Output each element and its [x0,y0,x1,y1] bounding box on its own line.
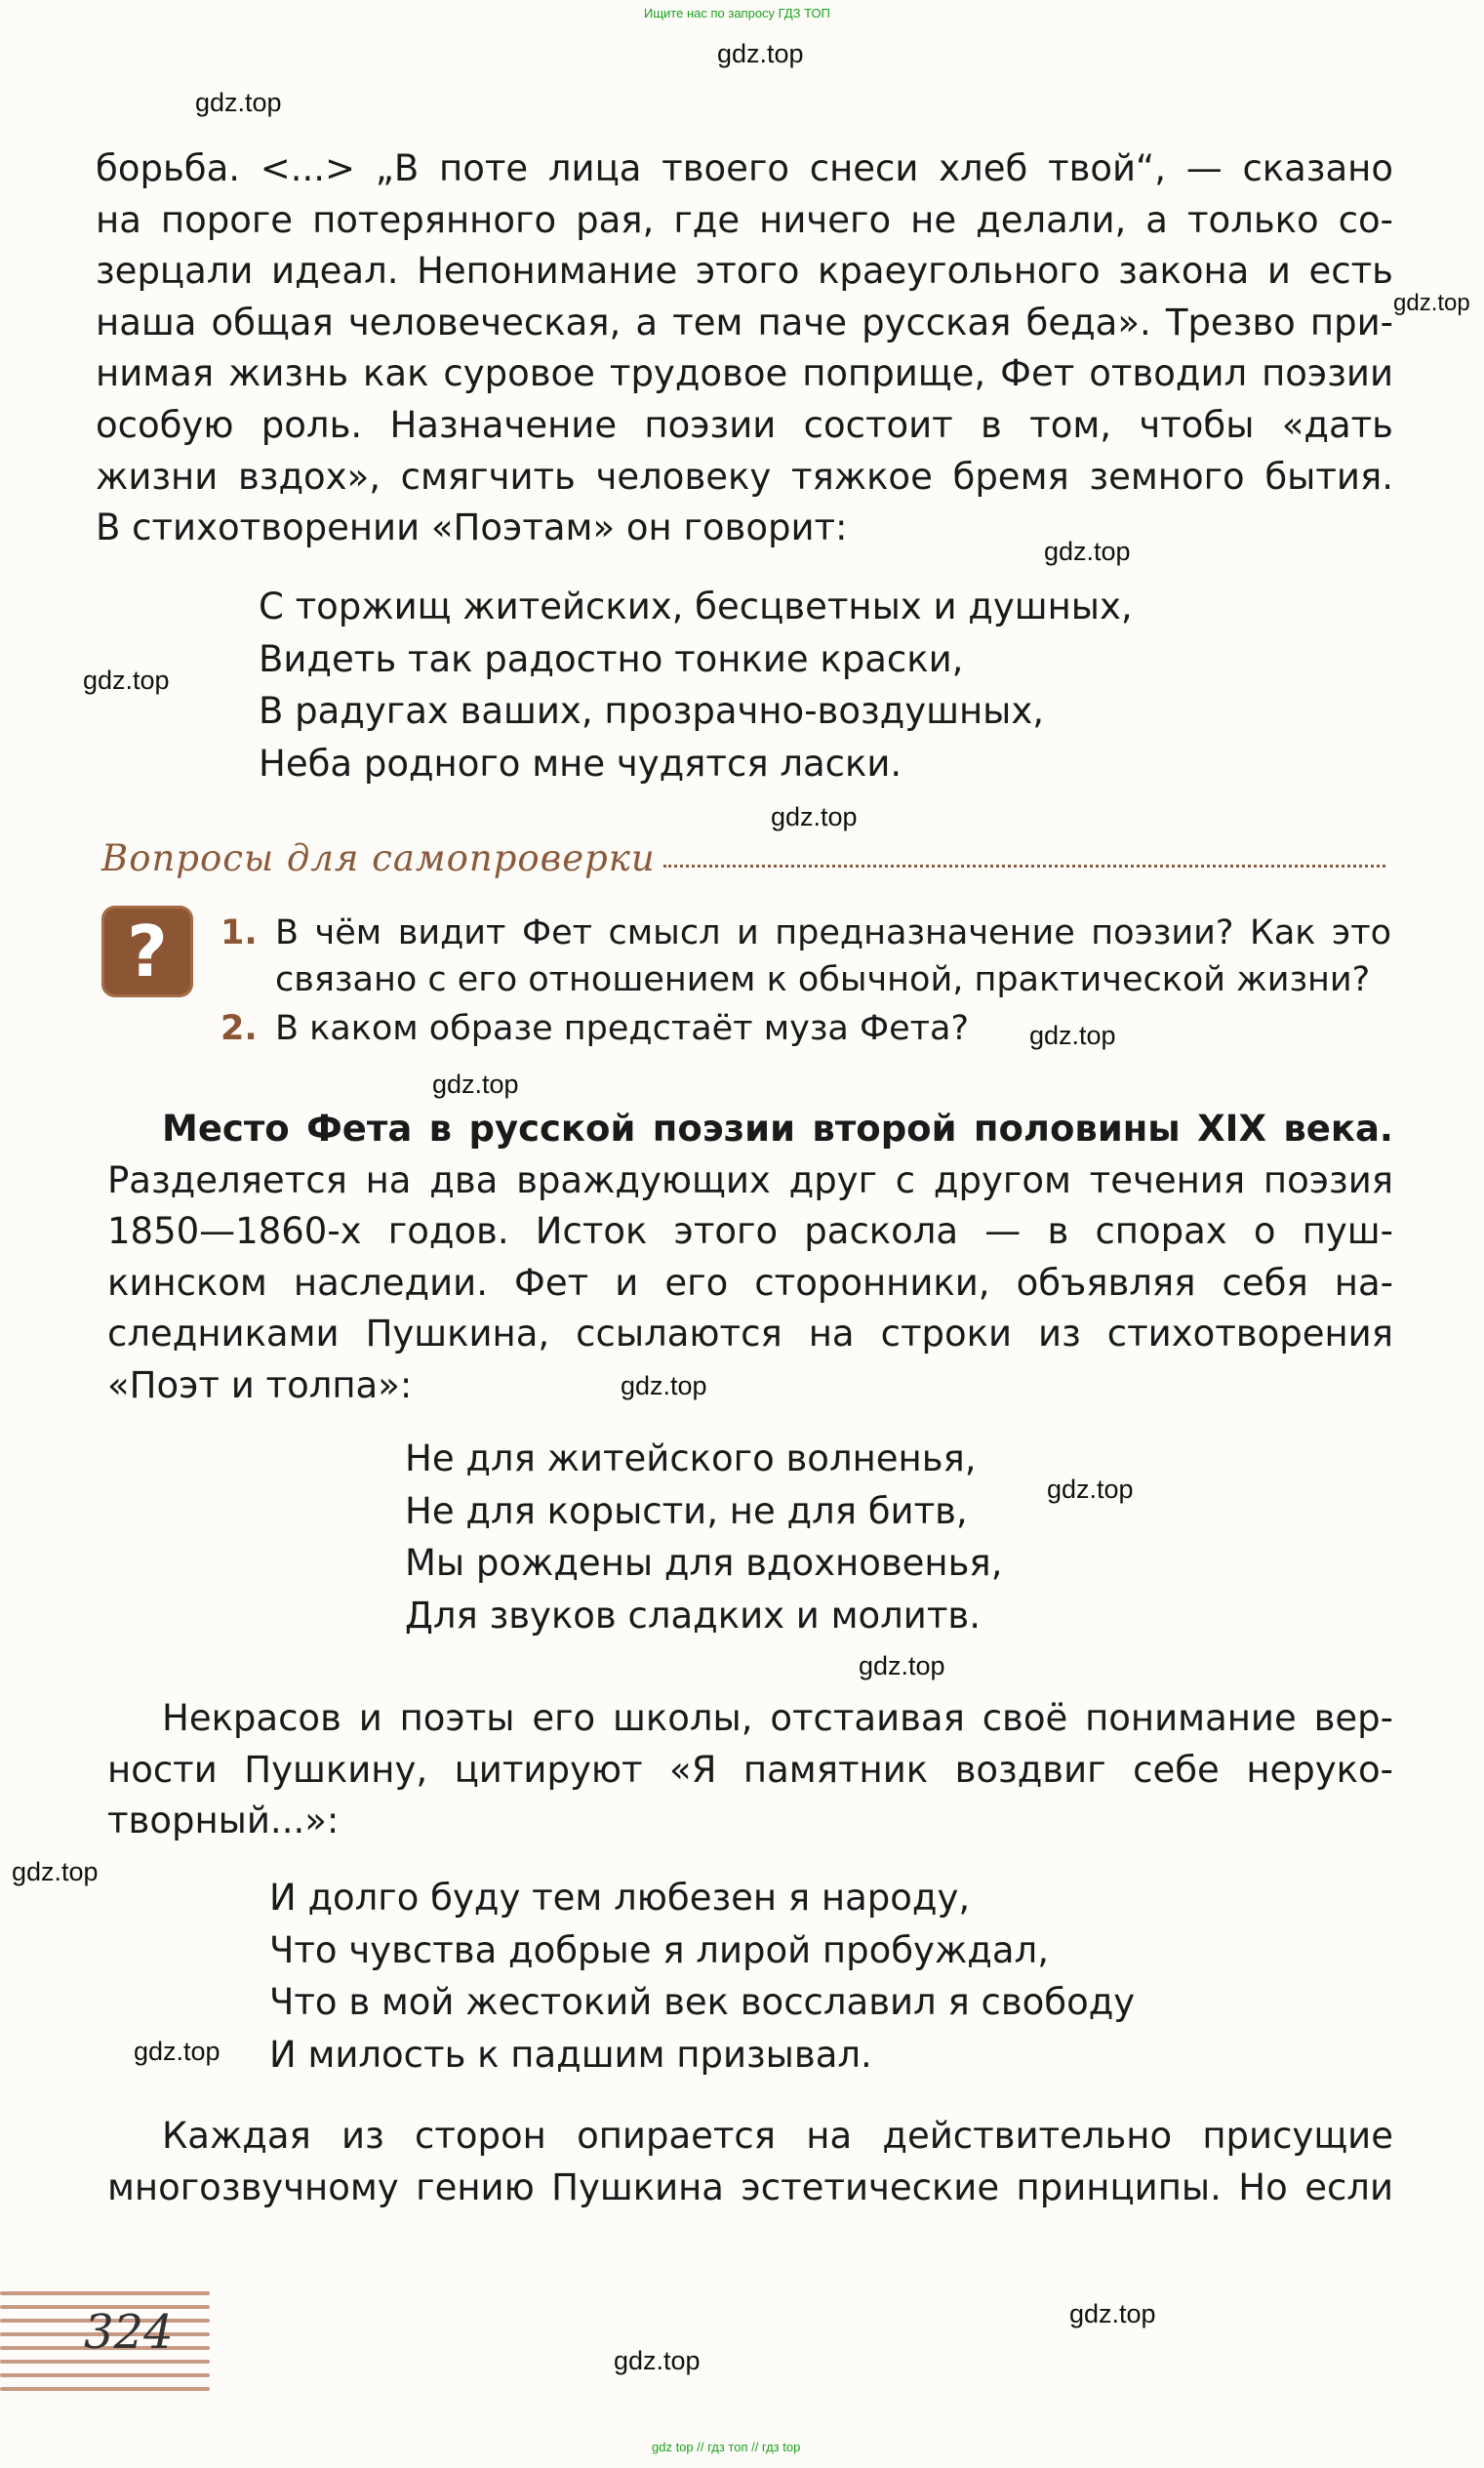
watermark: gdz.top [717,39,804,68]
question-number: 1. [221,913,258,952]
verse-line: Что чувства добрые я лирой пробуждал, [269,1928,1049,1971]
paragraph-conclusion [107,2111,1393,2213]
questions-title: Вопросы для самопроверки [101,837,656,879]
verse-line: И милость к падшим призывал. [269,2033,872,2076]
text-line: ности Пушкину, цитируют «Я памятник воздвиг себе неруко- [107,1748,1393,1791]
text-line: нимая жизнь как суровое трудовое поприще, Фет отводил поэзии [96,352,1393,395]
text-line: Разделяется на два враждующих друг с другом течения поэзия [107,1158,1393,1201]
watermark: gdz.top [621,1371,707,1400]
watermark: gdz.top [12,1857,99,1886]
verse-line: С торжищ житейских, бесцветных и душных, [259,586,1133,627]
questions-title-dots [663,865,1385,868]
verse-line: Неба родного мне чудятся ласки. [259,742,902,785]
verse-line: Не для житейского волненья, [405,1437,977,1479]
watermark: gdz.top [432,1070,519,1099]
page-number: 324 [84,2305,174,2360]
text-line: Некрасов и поэты его школы, отстаивая своё понимание вер- [162,1697,1393,1739]
watermark: gdz.top [195,88,282,117]
text-line: 1850—1860-х годов. Исток этого раскола — в спорах о пуш- [107,1210,1393,1253]
watermark: gdz.top [771,802,858,831]
question-2 [221,1005,1391,1052]
text-line: «Поэт и толпа»: [107,1363,413,1406]
question-1 [221,910,1391,1003]
text-line: В стихотворении «Поэтам» он говорит: [96,506,848,549]
text-line: наша общая человеческая, а тем паче русская беда». Трезво при- [96,301,1393,344]
watermark: gdz.top [83,666,170,695]
verse-line: Для звуков сладких и молитв. [405,1594,981,1637]
text-line: борьба. <...> „В поте лица твоего снеси хлеб твой“, — сказано [96,147,1393,189]
text-line: следниками Пушкина, ссылаются на строки из стихотворения [107,1313,1393,1355]
paragraph-nekrasov [107,1693,1393,1847]
watermark-bottom-small: gdz top // гдз топ // гдз top [652,2440,801,2454]
verse-pamyatnik [269,1872,1135,2081]
text-line: жизни вздох», смягчить человеку тяжкое бремя земного бытия. [96,455,1393,498]
verse-poetam [259,581,1133,789]
text-line: на пороге потерянного рая, где ничего не делали, а только со- [96,198,1393,241]
question-number: 2. [221,1009,258,1048]
watermark: gdz.top [1393,290,1470,316]
question-line: В каком образе предстаёт муза Фета? [275,1009,970,1048]
text-line: особую роль. Назначение поэзии состоит в том, чтобы «дать [96,403,1393,446]
text-line: Каждая из сторон опирается на действительно присущие [162,2115,1393,2157]
verse-line: В радугах ваших, прозрачно-воздушных, [259,690,1045,732]
verse-line: И долго буду тем любезен я народу, [269,1877,971,1919]
text-line: многозвучному гению Пушкина эстетические принципы. Но если [107,2165,1393,2208]
section-fet-place [107,1104,1393,1412]
verse-line: Что в мой жестокий век восславил я свободу [269,1981,1136,2023]
section-heading [107,1104,1393,1155]
verse-line: Не для корысти, не для битв, [405,1489,968,1532]
watermark: gdz.top [1047,1475,1134,1504]
section-heading-text: Место Фета в русской поэзии второй половины XIX века. [162,1108,1393,1150]
watermark: gdz.top [134,2037,221,2066]
verse-poet-i-tolpa [405,1433,1002,1641]
watermark: gdz.top [614,2346,701,2375]
text-line: зерцали идеал. Непонимание этого краеугольного закона и есть [96,250,1393,293]
text-line: творный...»: [107,1800,340,1842]
question-mark-icon: ? [101,906,193,997]
verse-line: Мы рождены для вдохновенья, [405,1542,1003,1584]
watermark: gdz.top [1044,537,1131,566]
watermark: gdz.top [1029,1021,1116,1050]
text-line: кинском наследии. Фет и его сторонники, объявляя себя на- [107,1261,1393,1304]
watermark: gdz.top [859,1651,945,1680]
verse-line: Видеть так радостно тонкие краски, [259,637,964,680]
watermark-top-small: Ищите нас по запросу ГДЗ ТОП [644,6,830,20]
question-line: В чём видит Фет смысл и предназначение поэзии? Как это [275,913,1391,952]
watermark: gdz.top [1069,2299,1156,2328]
question-line: связано с его отношением к обычной, практической жизни? [275,960,1371,999]
paragraph-intro [96,143,1393,554]
